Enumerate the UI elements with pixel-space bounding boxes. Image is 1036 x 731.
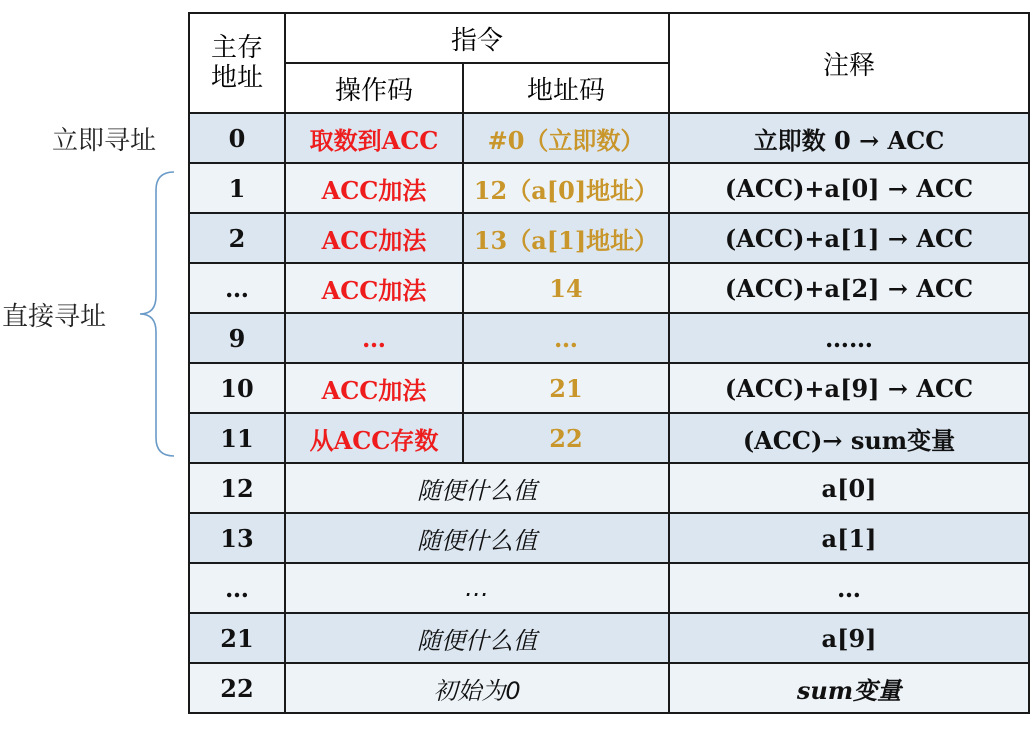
cell-opcode: ACC加法 (285, 163, 463, 213)
label-immediate-addressing: 立即寻址 (52, 126, 157, 156)
cell-data-value: … (285, 563, 669, 613)
table-row (189, 163, 1029, 213)
cell-address: 10 (189, 363, 285, 413)
header-address-code: 地址码 (463, 63, 669, 113)
table-row (189, 613, 1029, 663)
table-row (189, 513, 1029, 563)
label-direct-addressing: 直接寻址 (2, 302, 107, 332)
cell-address: 21 (189, 613, 285, 663)
cell-address-code: #0（立即数） (463, 113, 669, 163)
cell-opcode: 从ACC存数 (285, 413, 463, 463)
direct-addressing-brace (0, 0, 190, 470)
table-row (189, 463, 1029, 513)
cell-address: 0 (189, 113, 285, 163)
cell-address-code: 14 (463, 263, 669, 313)
cell-data-value: 随便什么值 (285, 513, 669, 563)
cell-opcode: ACC加法 (285, 263, 463, 313)
cell-data-value: 随便什么值 (285, 613, 669, 663)
cell-address: 1 (189, 163, 285, 213)
cell-address: 12 (189, 463, 285, 513)
table-row (189, 663, 1029, 713)
cell-address: 22 (189, 663, 285, 713)
table-row (189, 363, 1029, 413)
header-note: 注释 (669, 13, 1029, 113)
cell-address: 11 (189, 413, 285, 463)
header-main-memory-address (189, 13, 285, 113)
cell-note: a[0] (669, 463, 1029, 513)
table-row (189, 113, 1029, 163)
cell-note: a[1] (669, 513, 1029, 563)
table-row (189, 313, 1029, 363)
cell-opcode: 取数到ACC (285, 113, 463, 163)
header-row-1 (189, 13, 1029, 63)
cell-address-code: … (463, 313, 669, 363)
cell-note: (ACC)+a[2] → ACC (669, 263, 1029, 313)
cell-note: … (669, 563, 1029, 613)
cell-address-code: 22 (463, 413, 669, 463)
table-row (189, 413, 1029, 463)
cell-opcode: ACC加法 (285, 363, 463, 413)
cell-note: …… (669, 313, 1029, 363)
table-row (189, 563, 1029, 613)
cell-data-value: 初始为0 (285, 663, 669, 713)
cell-opcode: … (285, 313, 463, 363)
cell-data-value: 随便什么值 (285, 463, 669, 513)
cell-note: sum变量 (669, 663, 1029, 713)
cell-address-code: 21 (463, 363, 669, 413)
cell-note: (ACC)+a[1] → ACC (669, 213, 1029, 263)
cell-address: … (189, 263, 285, 313)
table-row (189, 263, 1029, 313)
cell-address: 2 (189, 213, 285, 263)
header-instruction: 指令 (285, 13, 669, 63)
header-opcode: 操作码 (285, 63, 463, 113)
cell-address-code: 12（a[0]地址） (463, 163, 669, 213)
cell-address: 13 (189, 513, 285, 563)
cell-note: (ACC)+a[9] → ACC (669, 363, 1029, 413)
header-addr-line2: 地址 (210, 63, 263, 93)
cell-note: a[9] (669, 613, 1029, 663)
cell-address-code: 13（a[1]地址） (463, 213, 669, 263)
cell-note: (ACC)+a[0] → ACC (669, 163, 1029, 213)
cell-address: 9 (189, 313, 285, 363)
header-addr-line1: 主存 (210, 33, 263, 63)
cell-opcode: ACC加法 (285, 213, 463, 263)
memory-table (188, 12, 1030, 714)
cell-address: … (189, 563, 285, 613)
cell-note: (ACC)→ sum变量 (669, 413, 1029, 463)
cell-note: 立即数 0 → ACC (669, 113, 1029, 163)
table-row (189, 213, 1029, 263)
